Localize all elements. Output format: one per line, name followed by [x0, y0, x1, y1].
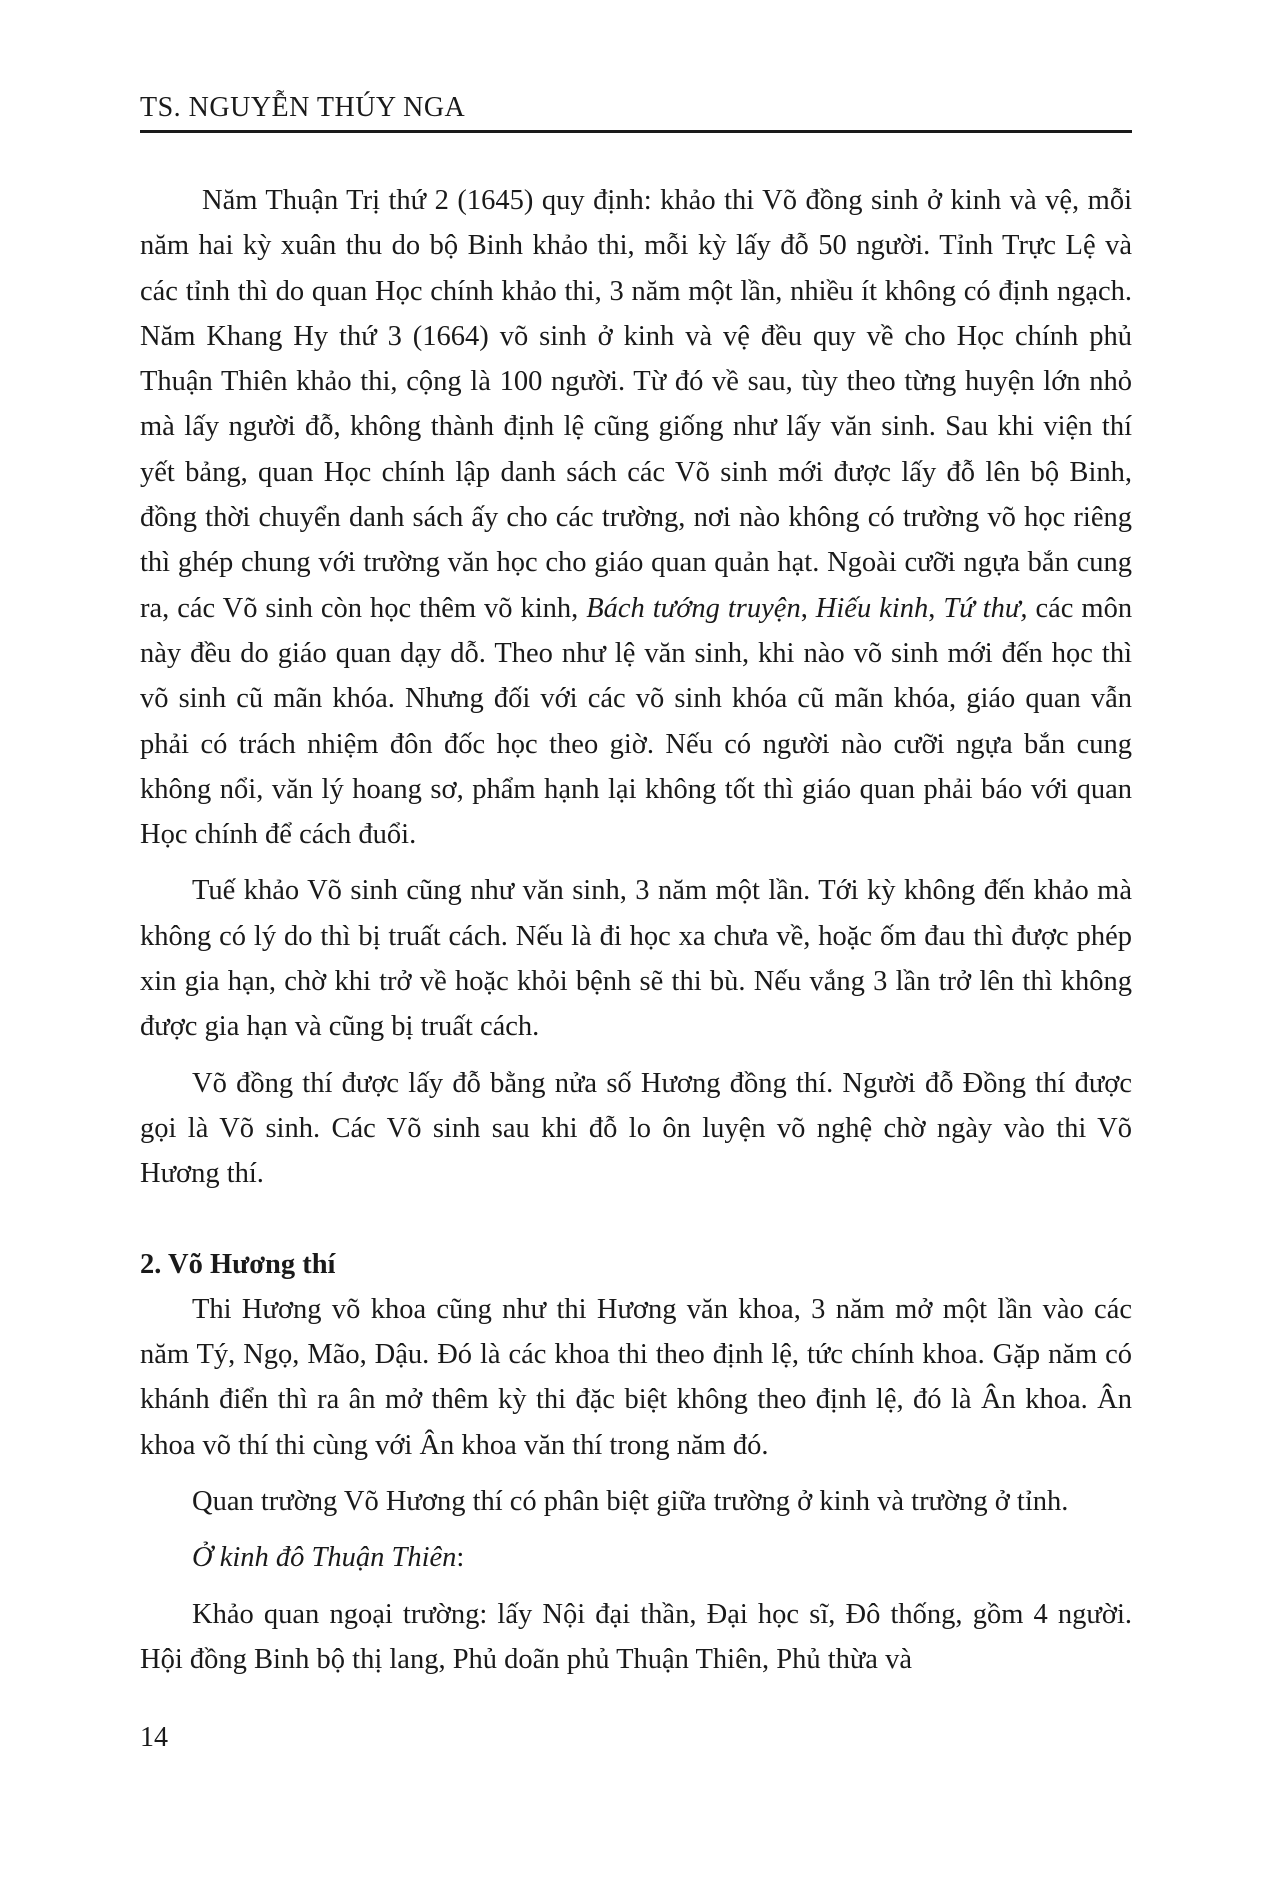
paragraph-1 — [140, 178, 1132, 857]
page-body — [140, 178, 1132, 1682]
section-italic-line — [140, 1535, 1132, 1580]
book-title-bach-tuong-truyen: Bách tướng truyện — [586, 592, 801, 624]
paragraph-3: Võ đồng thí được lấy đỗ bằng nửa số Hương đồng thí. Người đỗ Đồng thí được gọi là Võ sinh. Các Võ sinh sau khi đỗ lo ôn luyện võ nghệ chờ ngày vào thi Võ Hương thí. — [140, 1067, 1132, 1190]
running-title: TS. NGUYỄN THÚY NGA — [140, 92, 466, 123]
section-paragraph-1: Thi Hương võ khoa cũng như thi Hương văn khoa, 3 năm mở một lần vào các năm Tý, Ngọ, Mão, Dậu. Đó là các khoa thi theo định lệ, tức chính khoa. Gặp năm có khánh điển thì ra ân mở thêm kỳ thi đặc biệt không theo định lệ, đó là Ân khoa. Ân khoa võ thí thi cùng với Ân khoa văn thí trong năm đó. — [140, 1293, 1132, 1461]
paragraph-1-rest: các môn này đều do giáo quan dạy dỗ. Theo như lệ văn sinh, khi nào võ sinh mới đến học thì võ sinh cũ mãn khóa. Nhưng đối với các võ sinh khóa cũ mãn khóa, giáo quan vẫn phải có trách nhiệm đôn đốc học theo giờ. Nếu có người nào cưỡi ngựa bắn cung không nổi, văn lý hoang sơ, phẩm hạnh lại không tốt thì giáo quan phải báo với quan Học chính để cách đuổi. — [140, 592, 1133, 851]
paragraph-2: Tuế khảo Võ sinh cũng như văn sinh, 3 năm một lần. Tới kỳ không đến khảo mà không có lý do thì bị truất cách. Nếu là đi học xa chưa về, hoặc ốm đau thì được phép xin gia hạn, chờ khi trở về hoặc khỏi bệnh sẽ thi bù. Nếu vắng 3 lần trở lên thì không được gia hạn và cũng bị truất cách. — [140, 875, 1132, 1043]
page-number: 14 — [140, 1722, 168, 1753]
section-paragraph-last: Khảo quan ngoại trường: lấy Nội đại thần, Đại học sĩ, Đô thống, gồm 4 người. Hội đồng Binh bộ thị lang, Phủ doãn phủ Thuận Thiên, Phủ thừa và — [140, 1598, 1132, 1675]
running-header — [140, 82, 1132, 133]
book-title-tu-thu: Tứ thư, — [943, 592, 1028, 624]
section-heading: 2. Võ Hương thí — [140, 1248, 336, 1280]
paragraph-1-text: Năm Thuận Trị thứ 2 (1645) quy định: khảo thi Võ đồng sinh ở kinh và vệ, mỗi năm hai kỳ xuân thu do bộ Binh khảo thi, mỗi kỳ lấy đỗ 50 người. Tỉnh Trực Lệ và các tỉnh thì do quan Học chính khảo thi, 3 năm một lần, nhiều ít không có định ngạch. Năm Khang Hy thứ 3 (1664) võ sinh ở kinh và vệ đều quy về cho Học chính phủ Thuận Thiên khảo thi, cộng là 100 người. Từ đó về sau, tùy theo từng huyện lớn nhỏ mà lấy người đỗ, không thành định lệ cũng giống như lấy văn sinh. Sau khi viện thí yết bảng, quan Học chính lập danh sách các Võ sinh mới được lấy đỗ lên bộ Binh, đồng thời chuyển danh sách ấy cho các trường, nơi nào không có trường võ học riêng thì ghép chung với trường văn học cho giáo quan quản hạt. Ngoài cưỡi ngựa bắn cung ra, các Võ sinh còn học thêm võ kinh, — [140, 185, 1132, 624]
separator: , — [928, 592, 936, 624]
book-title-hieu-kinh: Hiếu kinh — [815, 592, 929, 624]
separator: , — [800, 592, 808, 624]
italic-line-suffix: : — [456, 1542, 465, 1574]
section-paragraph-2: Quan trường Võ Hương thí có phân biệt giữa trường ở kinh và trường ở tỉnh. — [192, 1486, 1069, 1518]
italic-place-name: Ở kinh đô Thuận Thiên — [192, 1542, 457, 1574]
